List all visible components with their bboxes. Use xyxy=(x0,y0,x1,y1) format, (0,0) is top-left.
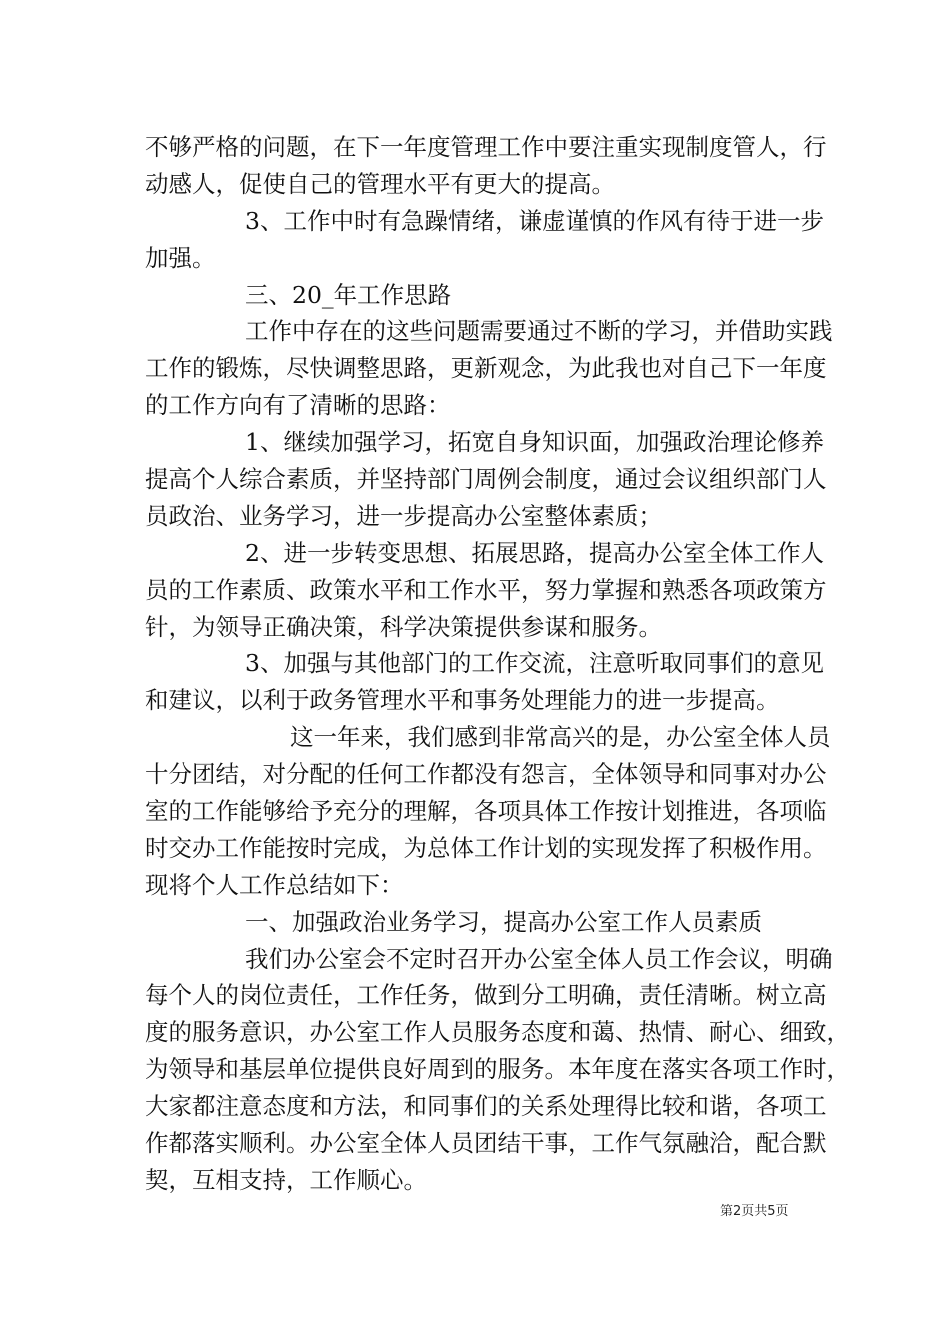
text-line: 现将个人工作总结如下： xyxy=(145,870,404,899)
text-line: 2、进一步转变思想、拓展思路，提高办公室全体工作人 xyxy=(245,538,824,567)
text-line: 提高个人综合素质，并坚持部门周例会制度，通过会议组织部门人 xyxy=(145,465,827,494)
text-line: 的工作方向有了清晰的思路： xyxy=(145,391,451,420)
text-line: 契，互相支持，工作顺心。 xyxy=(145,1165,427,1194)
text-line: 十分团结，对分配的任何工作都没有怨言，全体领导和同事对办公 xyxy=(145,760,827,789)
text-line: 员政治、业务学习，进一步提高办公室整体素质； xyxy=(145,501,662,530)
text-line: 三、20_年工作思路 xyxy=(245,280,452,309)
text-line: 工作的锻炼，尽快调整思路，更新观念，为此我也对自己下一年度 xyxy=(145,354,827,383)
text-line: 为领导和基层单位提供良好周到的服务。本年度在落实各项工作时， xyxy=(145,1055,850,1084)
text-line: 1、继续加强学习，拓宽自身知识面，加强政治理论修养 xyxy=(245,428,824,457)
text-line: 3、工作中时有急躁情绪，谦虚谨慎的作风有待于进一步 xyxy=(245,206,824,235)
text-line: 这一年来，我们感到非常高兴的是，办公室全体人员 xyxy=(290,723,831,752)
text-line: 不够严格的问题，在下一年度管理工作中要注重实现制度管人，行 xyxy=(145,133,827,161)
text-line: 时交办工作能按时完成，为总体工作计划的实现发挥了积极作用。 xyxy=(145,833,827,862)
document-body xyxy=(145,129,850,1199)
text-line: 一、加强政治业务学习，提高办公室工作人员素质 xyxy=(245,907,762,936)
text-line: 室的工作能够给予充分的理解，各项具体工作按计划推进，各项临 xyxy=(145,797,827,826)
text-line: 工作中存在的这些问题需要通过不断的学习，并借助实践 xyxy=(245,317,833,346)
text-line: 每个人的岗位责任，工作任务，做到分工明确，责任清晰。树立高 xyxy=(145,981,827,1010)
text-line: 3、加强与其他部门的工作交流，注意听取同事们的意见 xyxy=(245,649,824,678)
text-line: 和建议，以利于政务管理水平和事务处理能力的进一步提高。 xyxy=(145,686,780,715)
text-line: 度的服务意识，办公室工作人员服务态度和蔼、热情、耐心、细致， xyxy=(145,1018,850,1047)
text-line: 大家都注意态度和方法，和同事们的关系处理得比较和谐，各项工 xyxy=(145,1092,827,1121)
text-line: 员的工作素质、政策水平和工作水平，努力掌握和熟悉各项政策方 xyxy=(145,575,827,604)
page-number: 第2页共5页 xyxy=(720,1204,789,1219)
text-line: 针，为领导正确决策，科学决策提供参谋和服务。 xyxy=(145,612,662,641)
text-line: 作都落实顺利。办公室全体人员团结干事，工作气氛融洽，配合默 xyxy=(145,1129,827,1158)
text-line: 我们办公室会不定时召开办公室全体人员工作会议，明确 xyxy=(245,944,833,973)
text-line: 加强。 xyxy=(145,243,216,272)
text-line: 动感人，促使自己的管理水平有更大的提高。 xyxy=(145,169,615,198)
